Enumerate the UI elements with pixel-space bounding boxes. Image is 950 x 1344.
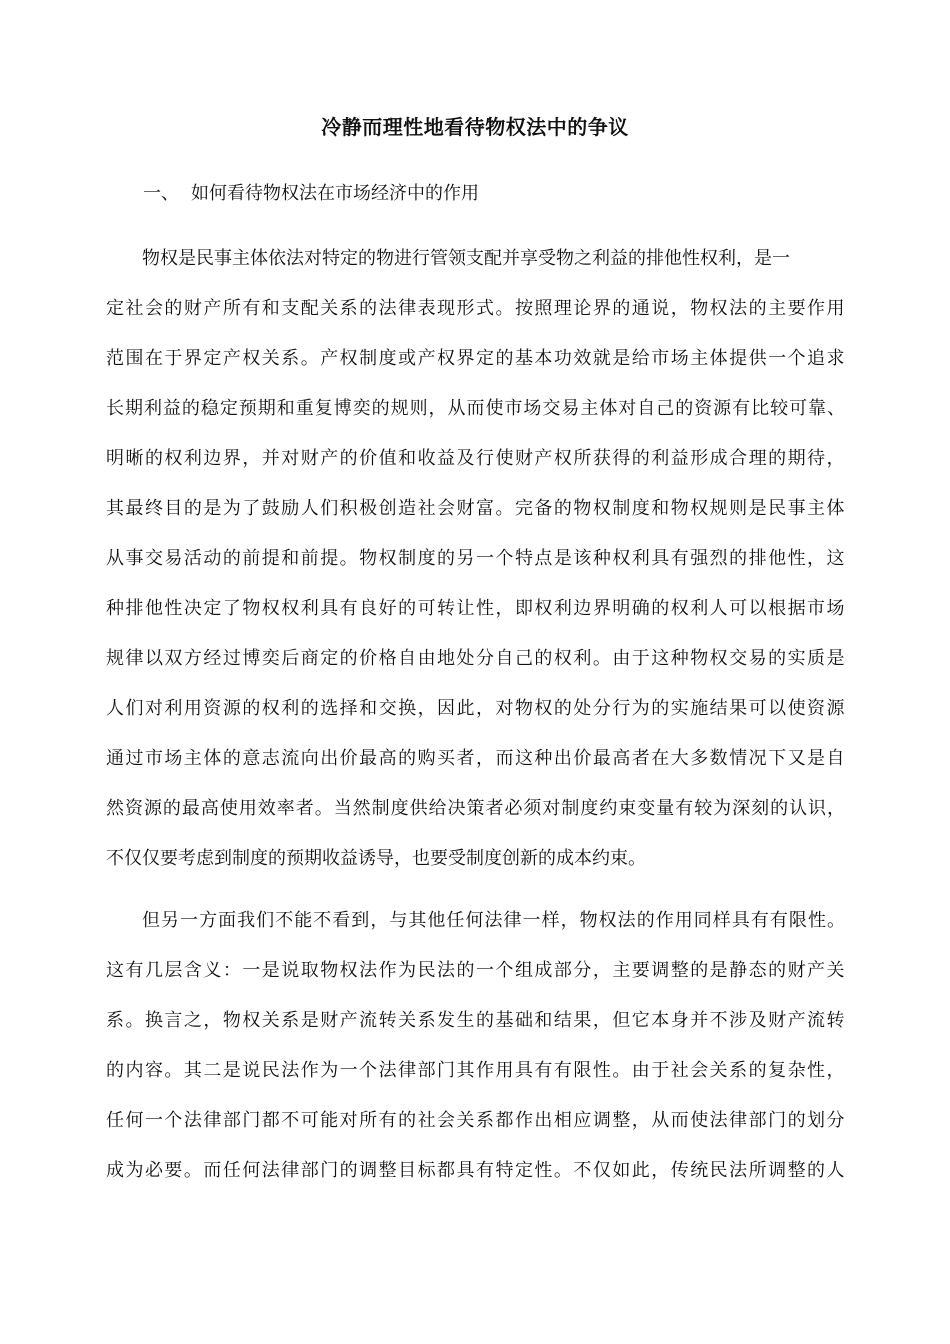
paragraph-line: 长期利益的稳定预期和重复博奕的规则，从而使市场交易主体对自己的资源有比较可靠、: [106, 398, 846, 419]
section-heading: [143, 180, 479, 208]
paragraph-line: 物权是民事主体依法对特定的物进行管领支配并享受物之利益的排他性权利，是一: [142, 248, 790, 269]
section-number: 一、: [143, 183, 179, 204]
paragraph-line: 但另一方面我们不能不看到，与其他任何法律一样，物权法的作用同样具有有限性。: [142, 910, 846, 931]
paragraph-1: [106, 234, 846, 884]
paragraph-line: 的内容。其二是说民法作为一个法律部门其作用具有有限性。由于社会关系的复杂性，: [106, 1060, 846, 1081]
paragraph-line: 范围在于界定产权关系。产权制度或产权界定的基本功效就是给市场主体提供一个追求: [106, 348, 846, 369]
paragraph-line: 人们对利用资源的权利的选择和交换，因此，对物权的处分行为的实施结果可以使资源: [106, 698, 846, 719]
paragraph-line: 成为必要。而任何法律部门的调整目标都具有特定性。不仅如此，传统民法所调整的人: [106, 1160, 846, 1181]
paragraph-line: 规律以双方经过博奕后商定的价格自由地处分自己的权利。由于这种物权交易的实质是: [106, 648, 846, 669]
paragraph-line: 定社会的财产所有和支配关系的法律表现形式。按照理论界的通说，物权法的主要作用: [106, 298, 846, 319]
paragraph-line: 这有几层含义：一是说取物权法作为民法的一个组成部分，主要调整的是静态的财产关: [106, 960, 846, 981]
paragraph-line: 种排他性决定了物权权利具有良好的可转让性，即权利边界明确的权利人可以根据市场: [106, 598, 846, 619]
paragraph-line: 然资源的最高使用效率者。当然制度供给决策者必须对制度约束变量有较为深刻的认识，: [106, 798, 846, 819]
paragraph-line: 从事交易活动的前提和前提。物权制度的另一个特点是该种权利具有强烈的排他性，这: [106, 548, 846, 569]
paragraph-line: 通过市场主体的意志流向出价最高的购买者，而这种出价最高者在大多数情况下又是自: [106, 748, 846, 769]
document-title: 冷静而理性地看待物权法中的争议: [321, 115, 629, 139]
paragraph-2: [106, 896, 846, 1196]
paragraph-line: 明晰的权利边界，并对财产的价值和收益及行使财产权所获得的利益形成合理的期待，: [106, 448, 846, 469]
paragraph-line: 系。换言之，物权关系是财产流转关系发生的基础和结果，但它本身并不涉及财产流转: [106, 1010, 846, 1031]
section-heading-text: 如何看待物权法在市场经济中的作用: [191, 183, 479, 204]
paragraph-line: 不仅仅要考虑到制度的预期收益诱导，也要受制度创新的成本约束。: [106, 848, 646, 869]
paragraph-line: 其最终目的是为了鼓励人们积极创造社会财富。完备的物权制度和物权规则是民事主体: [106, 498, 846, 519]
paragraph-line: 任何一个法律部门都不可能对所有的社会关系都作出相应调整，从而使法律部门的划分: [106, 1110, 846, 1131]
